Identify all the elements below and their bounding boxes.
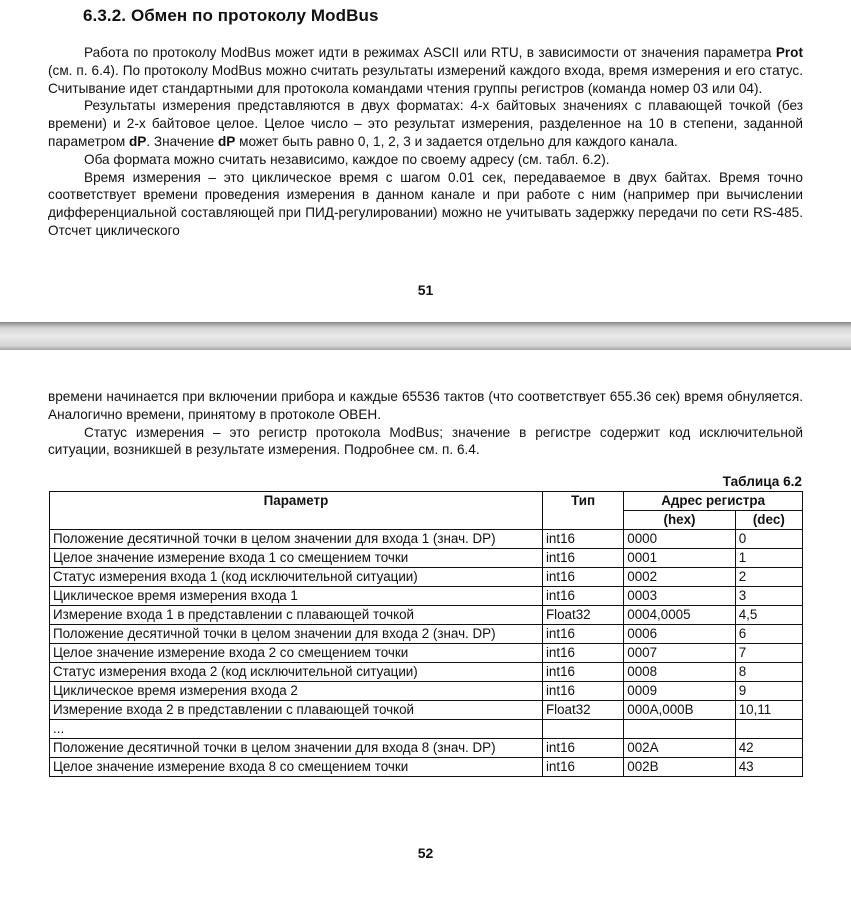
page-number: 51 [417,282,434,298]
cell-param: Статус измерения входа 2 (код исключительной ситуации) [50,663,543,682]
cell-dec: 1 [735,549,802,568]
cell-dec: 4,5 [735,606,802,625]
text-run: (см. п. 6.4). По протоколу ModBus можно считать результаты измерений каждого входа, время измерения и его статус. Считывание идет стандартными для протокола командами чтения группы регистров (команда номер 03 или 04). [48,62,803,96]
paragraph-protocol-modes [48,44,803,97]
table-row [50,606,803,625]
cell-dec: 3 [735,587,802,606]
cell-dec: 2 [735,568,802,587]
table-row [50,682,803,701]
paragraph-measurement-time: Время измерения – это циклическое время с шагом 0.01 сек, передаваемое в двух байтах. Время точно соответствует времени проведения измерения в данном канале и при работе с ним (например при вычислении дифференциальной составляющей при ПИД-регулировании) можно не учитывать задержку передачи по сети RS-485. Отсчет циклического [48,169,803,238]
cell-dec: 10,11 [735,701,802,720]
table-row [50,701,803,720]
cell-hex: 0001 [624,549,735,568]
cell-type [542,720,623,739]
page-52 [0,350,851,902]
table-row [50,758,803,777]
text-run: . Значение [146,133,218,149]
cell-type: int16 [542,739,623,758]
param-dp: dP [128,133,147,149]
table-row [50,663,803,682]
cell-type: int16 [542,758,623,777]
cell-hex: 0008 [624,663,735,682]
text-run: может быть равно 0, 1, 2, 3 и задается отдельно для каждого канала. [235,133,678,149]
paragraph-both-formats: Оба формата можно считать независимо, каждое по своему адресу (см. табл. 6.2). [84,151,610,167]
cell-param: ... [50,720,543,739]
cell-param: Циклическое время измерения входа 2 [50,682,543,701]
cell-type: int16 [542,682,623,701]
table-row [50,530,803,549]
table-body [50,530,803,777]
text-run: Результаты измерения представляются в двух форматах: 4-х байтовых значениях с плавающей точкой (без времени) и 2-х байтовое целое. Целое число – это результат измерения, разделенное на 10 в степени, заданной параметром [48,98,803,149]
cell-type: int16 [542,644,623,663]
cell-hex: 0009 [624,682,735,701]
cell-dec: 43 [735,758,802,777]
cell-param: Целое значение измерение входа 8 со смещением точки [50,758,543,777]
cell-param: Положение десятичной точки в целом значении для входа 8 (знач. DP) [50,739,543,758]
section-heading: 6.3.2. Обмен по протоколу ModBus [83,6,379,25]
table-row [50,549,803,568]
cell-type: int16 [542,549,623,568]
cell-dec: 7 [735,644,802,663]
cell-hex: 0002 [624,568,735,587]
header-type: Тип [542,492,623,530]
cell-param: Циклическое время измерения входа 1 [50,587,543,606]
table-row [50,587,803,606]
cell-dec: 0 [735,530,802,549]
table-caption: Таблица 6.2 [722,474,802,489]
cell-hex: 0004,0005 [624,606,735,625]
paragraph-status: Статус измерения – это регистр протокола ModBus; значение в регистре содержит код исключительной ситуации, возникшей в результате измерения. Подробнее см. п. 6.4. [48,424,803,458]
cell-param: Положение десятичной точки в целом значении для входа 1 (знач. DP) [50,530,543,549]
table-row [50,739,803,758]
cell-hex: 0006 [624,625,735,644]
cell-dec [735,720,802,739]
page-number: 52 [417,845,434,861]
cell-type: Float32 [542,606,623,625]
body-text-page-52 [48,388,803,459]
header-hex: (hex) [624,511,735,530]
cell-param: Положение десятичной точки в целом значении для входа 2 (знач. DP) [50,625,543,644]
page-51 [0,0,851,328]
cell-type: Float32 [542,701,623,720]
cell-hex [624,720,735,739]
cell-dec: 8 [735,663,802,682]
table-row [50,644,803,663]
cell-param: Целое значение измерение входа 1 со смещением точки [50,549,543,568]
param-dp: dP [217,133,236,149]
text-run: Работа по протоколу ModBus может идти в режимах ASCII или RTU, в зависимости от значения параметра [84,45,776,60]
cell-dec: 9 [735,682,802,701]
cell-type: int16 [542,568,623,587]
header-dec: (dec) [735,511,802,530]
header-param: Параметр [50,492,543,530]
cell-dec: 42 [735,739,802,758]
cell-type: int16 [542,663,623,682]
table-header-row [50,492,803,511]
cell-param: Измерение входа 1 в представлении с плавающей точкой [50,606,543,625]
table-row [50,720,803,739]
register-table [49,491,803,777]
body-text-page-51 [48,44,803,240]
cell-hex: 002A [624,739,735,758]
cell-type: int16 [542,625,623,644]
cell-hex: 000A,000B [624,701,735,720]
cell-hex: 0007 [624,644,735,663]
param-prot: Prot [775,45,803,60]
cell-type: int16 [542,587,623,606]
cell-type: int16 [542,530,623,549]
page-separator [0,322,851,352]
cell-param: Статус измерения входа 1 (код исключительной ситуации) [50,568,543,587]
header-address: Адрес регистра [624,492,803,511]
table-row [50,568,803,587]
paragraph-time-continued: времени начинается при включении прибора и каждые 65536 тактов (что соответствует 655.36 сек) время обнуляется. Аналогично времени, принятому в протоколе ОВЕН. [48,389,803,422]
cell-param: Измерение входа 2 в представлении с плавающей точкой [50,701,543,720]
table-row [50,625,803,644]
cell-hex: 002B [624,758,735,777]
paragraph-formats [48,97,803,150]
cell-param: Целое значение измерение входа 2 со смещением точки [50,644,543,663]
cell-hex: 0003 [624,587,735,606]
cell-hex: 0000 [624,530,735,549]
cell-dec: 6 [735,625,802,644]
